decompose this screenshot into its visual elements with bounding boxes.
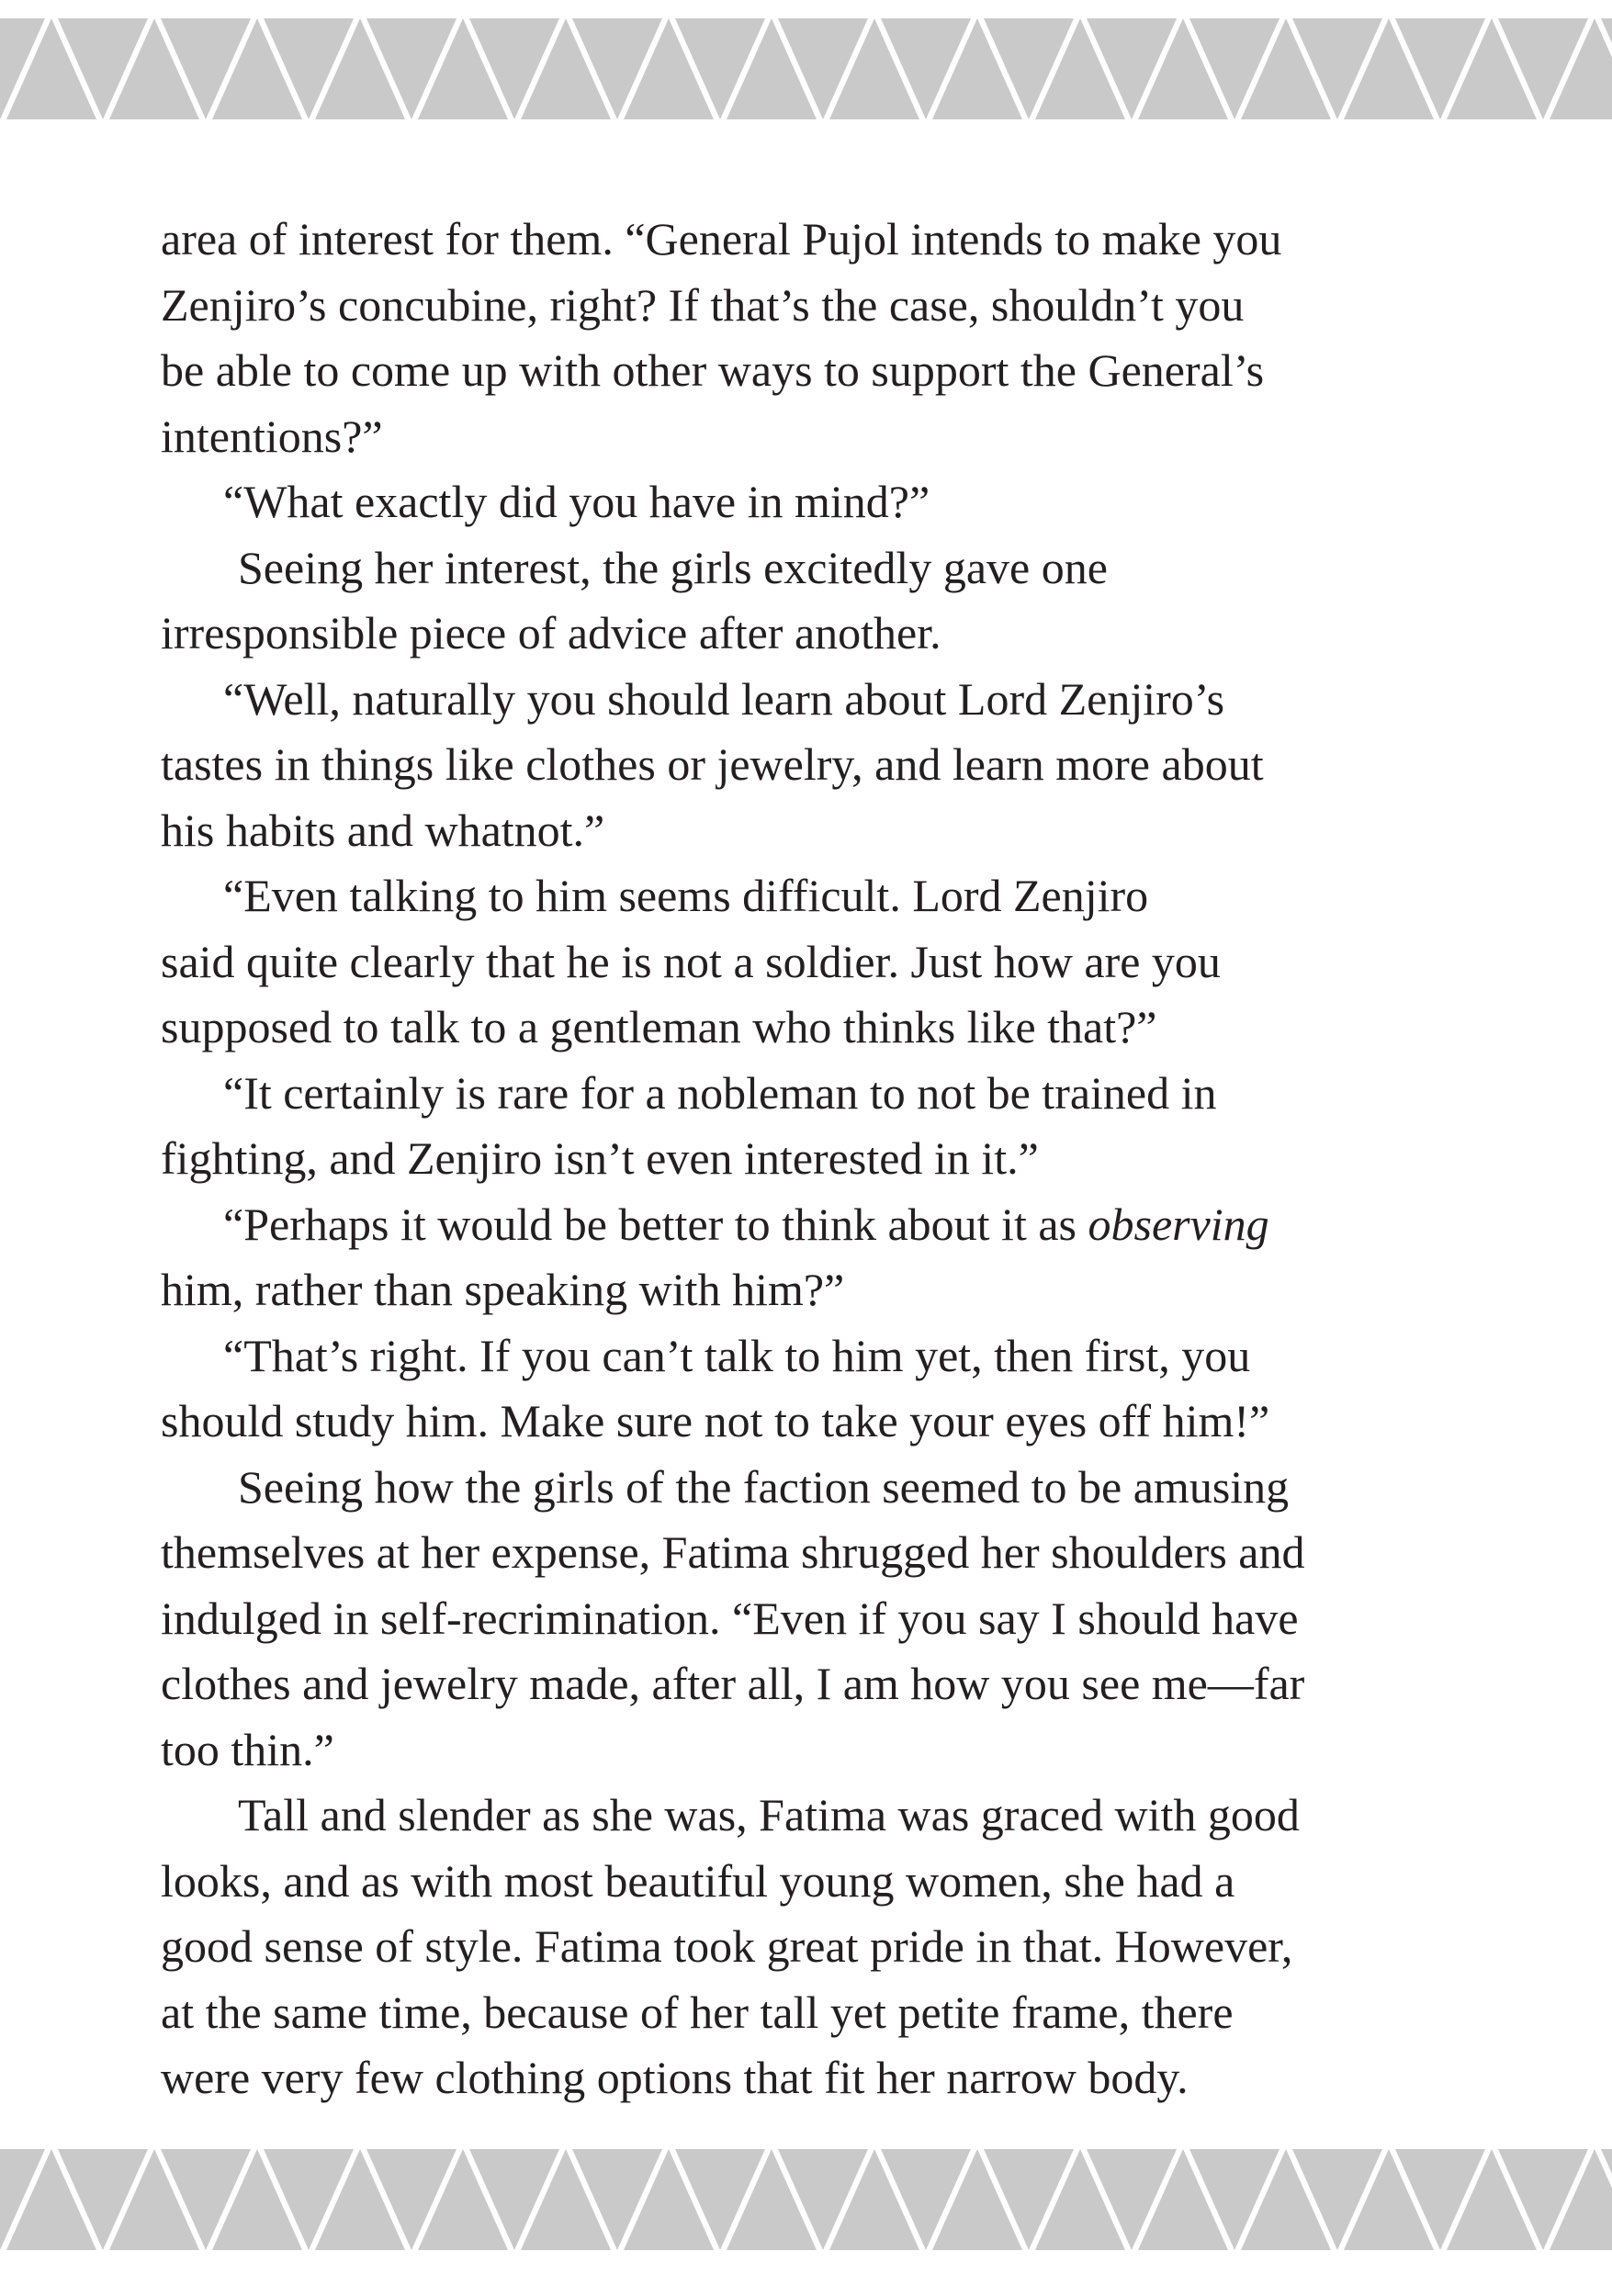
text-segment: “Perhaps it would be better to think about it as <box>223 1198 1088 1250</box>
text-line: themselves at her expense, Fatima shrugged her shoulders and <box>161 1526 1305 1578</box>
text-line: Seeing how the girls of the faction seemed to be amusing <box>238 1460 1290 1513</box>
text-line: tastes in things like clothes or jewelry, and learn more about <box>161 738 1264 790</box>
italic-text: observing <box>1088 1198 1269 1250</box>
text-line: indulged in self-recrimination. “Even if you say I should have <box>161 1592 1299 1644</box>
top-zigzag-pattern <box>0 18 1612 119</box>
text-line: Seeing her interest, the girls excitedly gave one <box>238 541 1108 593</box>
text-line: Zenjiro’s concubine, right? If that’s the case, shouldn’t you <box>161 278 1245 331</box>
text-line: “Well, naturally you should learn about Lord Zenjiro’s <box>223 672 1225 725</box>
text-line: were very few clothing options that fit her narrow body. <box>161 2052 1189 2103</box>
bottom-decorative-border <box>0 2149 1612 2250</box>
text-line: area of interest for them. “General Pujol intends to make you <box>161 213 1282 264</box>
text-line: too thin.” <box>161 1723 334 1775</box>
text-line: should study him. Make sure not to take your eyes off him!” <box>161 1395 1270 1446</box>
top-decorative-border <box>0 18 1612 119</box>
text-line: supposed to talk to a gentleman who thinks like that?” <box>161 1001 1157 1052</box>
text-line: “What exactly did you have in mind?” <box>223 476 930 527</box>
text-line: his habits and whatnot.” <box>161 804 605 856</box>
text-line: looks, and as with most beautiful young women, she had a <box>161 1854 1235 1907</box>
text-line: at the same time, because of her tall yet petite frame, there <box>161 1986 1234 2038</box>
text-line: clothes and jewelry made, after all, I am how you see me—far <box>161 1658 1305 1709</box>
text-line: “Even talking to him seems difficult. Lord Zenjiro <box>223 870 1149 921</box>
text-line: said quite clearly that he is not a soldier. Just how are you <box>161 935 1221 987</box>
text-line: Tall and slender as she was, Fatima was graced with good <box>238 1789 1300 1840</box>
bottom-zigzag-pattern <box>0 2149 1612 2250</box>
text-line: him, rather than speaking with him?” <box>161 1264 845 1315</box>
text-line: “That’s right. If you can’t talk to him yet, then first, you <box>223 1329 1251 1381</box>
text-line <box>161 1192 1483 1258</box>
text-line: irresponsible piece of advice after another. <box>161 607 941 658</box>
text-line: be able to come up with other ways to support the General’s <box>161 344 1265 396</box>
text-line: fighting, and Zenjiro isn’t even interested in it.” <box>161 1132 1039 1184</box>
text-line: good sense of style. Fatima took great pride in that. However, <box>161 1920 1293 1972</box>
text-line: “It certainly is rare for a nobleman to not be trained in <box>223 1066 1217 1119</box>
page-body-text <box>161 207 1483 2111</box>
text-line: intentions?” <box>161 410 383 462</box>
